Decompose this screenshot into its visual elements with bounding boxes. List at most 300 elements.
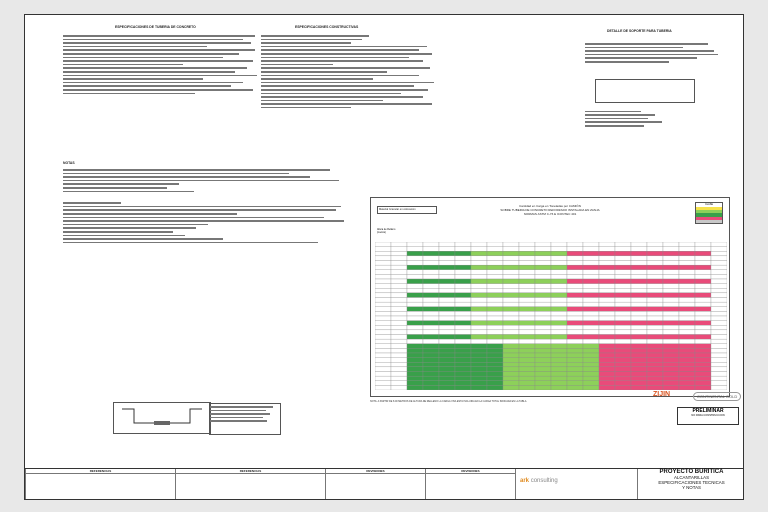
table-cell: [647, 251, 663, 256]
table-cell: [551, 302, 567, 307]
table-cell: [599, 381, 615, 386]
table-cell: [407, 381, 423, 386]
table-cell: [407, 274, 423, 279]
table-cell: [471, 279, 487, 284]
table-cell: [615, 376, 631, 381]
table-cell: [471, 274, 487, 279]
table-cell: [439, 311, 455, 316]
table-cell: [711, 265, 727, 270]
table-cell: [391, 381, 407, 386]
table-cell: [487, 298, 503, 303]
table-cell: [679, 339, 695, 344]
table-cell: [679, 261, 695, 266]
table-cell: [535, 358, 551, 363]
table-cell: [423, 316, 439, 321]
table-cell: [375, 330, 391, 335]
table-cell: [407, 339, 423, 344]
table-cell: [375, 385, 391, 390]
table-cell: [407, 348, 423, 353]
side-label: Altura de Relleno (metros): [377, 228, 396, 234]
table-cell: [631, 367, 647, 372]
table-cell: [471, 256, 487, 261]
table-cell: [487, 353, 503, 358]
table-cell: [423, 307, 439, 312]
table-cell: [503, 274, 519, 279]
table-cell: [407, 265, 423, 270]
table-cell: [663, 385, 679, 390]
table-cell: [391, 330, 407, 335]
table-cell: [599, 311, 615, 316]
table-cell: [455, 270, 471, 275]
table-cell: [631, 284, 647, 289]
table-cell: [423, 385, 439, 390]
table-cell: [647, 367, 663, 372]
table-cell: [631, 372, 647, 377]
table-cell: [375, 261, 391, 266]
table-cell: [407, 367, 423, 372]
table-cell: [599, 284, 615, 289]
brand-logo: [520, 478, 558, 484]
table-cell: [471, 316, 487, 321]
table-cell: [615, 316, 631, 321]
table-cell: [407, 321, 423, 326]
table-cell: [391, 321, 407, 326]
table-cell: [679, 256, 695, 261]
table-cell: [583, 381, 599, 386]
table-cell: [551, 307, 567, 312]
table-cell: [647, 353, 663, 358]
table-cell: [455, 288, 471, 293]
mid-notes-heading: ESPECIFICACIONES CONSTRUCTIVAS: [295, 25, 359, 29]
table-cell: [391, 367, 407, 372]
table-cell: [423, 330, 439, 335]
table-cell: [647, 385, 663, 390]
table-cell: [679, 251, 695, 256]
table-cell: [663, 362, 679, 367]
table-cell: [711, 330, 727, 335]
table-cell: [535, 316, 551, 321]
table-cell: [535, 270, 551, 275]
table-cell: [471, 385, 487, 390]
table-cell: [647, 372, 663, 377]
table-cell: [551, 344, 567, 349]
table-cell: [711, 321, 727, 326]
table-cell: [471, 270, 487, 275]
table-cell: [695, 247, 711, 252]
pipe-detail-table: [209, 403, 281, 435]
table-cell: [391, 344, 407, 349]
table-cell: [423, 358, 439, 363]
table-cell: [487, 293, 503, 298]
table-cell: [663, 288, 679, 293]
table-cell: [535, 339, 551, 344]
table-cell: [423, 339, 439, 344]
table-cell: [551, 353, 567, 358]
table-cell: [679, 376, 695, 381]
table-cell: [615, 270, 631, 275]
table-cell: [695, 302, 711, 307]
table-cell: [663, 376, 679, 381]
table-cell: [503, 376, 519, 381]
table-cell: [551, 242, 567, 247]
table-cell: [407, 311, 423, 316]
table-cell: [439, 353, 455, 358]
table-cell: [631, 381, 647, 386]
table-cell: [567, 279, 583, 284]
table-cell: [695, 293, 711, 298]
drawing-sheet: [24, 14, 744, 500]
table-cell: [391, 288, 407, 293]
table-cell: [711, 316, 727, 321]
table-cell: [503, 381, 519, 386]
table-cell: [455, 274, 471, 279]
table-cell: [423, 265, 439, 270]
table-cell: [647, 261, 663, 266]
table-cell: [375, 288, 391, 293]
table-cell: [663, 242, 679, 247]
table-cell: [551, 372, 567, 377]
table-cell: [487, 302, 503, 307]
table-cell: [423, 256, 439, 261]
table-cell: [519, 381, 535, 386]
table-cell: [599, 307, 615, 312]
table-cell: [487, 316, 503, 321]
table-cell: [535, 284, 551, 289]
table-cell: [711, 288, 727, 293]
table-cell: [567, 288, 583, 293]
table-cell: [471, 261, 487, 266]
table-cell: [551, 381, 567, 386]
table-cell: [487, 307, 503, 312]
table-cell: [599, 256, 615, 261]
table-cell: [535, 325, 551, 330]
table-cell: [503, 325, 519, 330]
table-cell: [439, 288, 455, 293]
table-cell: [551, 339, 567, 344]
table-cell: [439, 307, 455, 312]
table-cell: [615, 274, 631, 279]
table-cell: [471, 353, 487, 358]
preliminar-stamp: [677, 407, 739, 425]
table-cell: [631, 376, 647, 381]
table-cell: [631, 325, 647, 330]
table-cell: [583, 385, 599, 390]
table-cell: [679, 279, 695, 284]
table-cell: [679, 358, 695, 363]
table-cell: [679, 307, 695, 312]
project-title: PROYECTO BURITICA: [659, 469, 724, 475]
table-cell: [391, 376, 407, 381]
table-cell: [423, 348, 439, 353]
table-cell: [599, 321, 615, 326]
table-cell: [711, 242, 727, 247]
table-cell: [439, 265, 455, 270]
table-cell: [583, 376, 599, 381]
table-cell: [455, 242, 471, 247]
table-cell: [711, 261, 727, 266]
table-cell: [615, 311, 631, 316]
table-cell: [647, 311, 663, 316]
title-block: [25, 468, 743, 499]
table-cell: [535, 261, 551, 266]
table-cell: [503, 367, 519, 372]
table-cell: [439, 358, 455, 363]
table-cell: [583, 270, 599, 275]
table-cell: [583, 251, 599, 256]
table-cell: [583, 321, 599, 326]
table-cell: [631, 265, 647, 270]
table-cell: [423, 274, 439, 279]
table-cell: [503, 330, 519, 335]
table-cell: [615, 362, 631, 367]
table-cell: [695, 311, 711, 316]
table-cell: [519, 251, 535, 256]
table-cell: [647, 302, 663, 307]
table-cell: [599, 367, 615, 372]
table-cell: [631, 335, 647, 340]
table-cell: [423, 279, 439, 284]
table-cell: [583, 344, 599, 349]
table-cell: [487, 251, 503, 256]
table-cell: [535, 265, 551, 270]
table-legend: [695, 202, 723, 224]
table-cell: [663, 321, 679, 326]
table-cell: [631, 321, 647, 326]
table-cell: [407, 279, 423, 284]
table-cell: [503, 256, 519, 261]
table-cell: [695, 307, 711, 312]
table-cell: [391, 358, 407, 363]
table-grid: [375, 242, 727, 390]
preliminar-title: PRELIMINAR: [692, 408, 724, 414]
table-cell: [679, 372, 695, 377]
table-cell: [487, 242, 503, 247]
table-cell: [551, 385, 567, 390]
table-cell: [423, 353, 439, 358]
table-cell: [455, 298, 471, 303]
table-cell: [567, 372, 583, 377]
table-cell: [471, 288, 487, 293]
table-cell: [455, 302, 471, 307]
table-cell: [663, 316, 679, 321]
drawing-title-2: ESPECIFICACIONES TECNICAS: [658, 480, 725, 485]
table-cell: [439, 293, 455, 298]
table-cell: [647, 274, 663, 279]
table-cell: [455, 339, 471, 344]
table-cell: [503, 344, 519, 349]
table-cell: [615, 339, 631, 344]
table-cell: [695, 376, 711, 381]
table-cell: [551, 247, 567, 252]
table-cell: [423, 284, 439, 289]
table-cell: [391, 302, 407, 307]
table-cell: [407, 372, 423, 377]
revisiones-label: REVISIONES: [326, 469, 425, 474]
table-cell: [567, 284, 583, 289]
table-cell: [647, 325, 663, 330]
table-cell: [439, 256, 455, 261]
table-cell: [615, 293, 631, 298]
table-cell: [567, 242, 583, 247]
table-cell: [535, 251, 551, 256]
table-cell: [647, 358, 663, 363]
brand-cell: [515, 469, 637, 499]
table-cell: [583, 353, 599, 358]
table-cell: [583, 293, 599, 298]
table-cell: [375, 353, 391, 358]
table-cell: [487, 344, 503, 349]
table-cell: [583, 265, 599, 270]
referencias-label-2: REFERENCIAS: [176, 469, 325, 474]
table-cell: [391, 270, 407, 275]
table-cell: [519, 284, 535, 289]
table-cell: [631, 279, 647, 284]
table-cell: [679, 330, 695, 335]
table-cell: [679, 381, 695, 386]
table-cell: [391, 284, 407, 289]
table-cell: [695, 270, 711, 275]
table-cell: [503, 284, 519, 289]
table-cell: [599, 372, 615, 377]
table-cell: [391, 265, 407, 270]
table-title-1: Cantidad en Carga en Toneladas por CAMIÓN: [519, 204, 581, 208]
table-cell: [503, 372, 519, 377]
table-cell: [487, 261, 503, 266]
table-cell: [535, 381, 551, 386]
table-cell: [519, 344, 535, 349]
table-cell: [711, 298, 727, 303]
table-cell: [631, 358, 647, 363]
table-cell: [711, 307, 727, 312]
table-cell: [663, 344, 679, 349]
table-cell: [695, 348, 711, 353]
table-cell: [519, 274, 535, 279]
referencias-cell: [25, 469, 175, 499]
table-cell: [503, 348, 519, 353]
table-cell: [455, 385, 471, 390]
table-cell: [439, 302, 455, 307]
table-cell: [471, 293, 487, 298]
table-cell: [695, 279, 711, 284]
table-cell: [407, 302, 423, 307]
table-cell: [487, 362, 503, 367]
table-cell: [599, 325, 615, 330]
table-cell: [407, 261, 423, 266]
table-cell: [375, 367, 391, 372]
table-cell: [631, 311, 647, 316]
table-cell: [647, 307, 663, 312]
table-cell: [679, 325, 695, 330]
table-cell: [375, 256, 391, 261]
table-cell: [423, 311, 439, 316]
table-cell: [503, 362, 519, 367]
table-cell: [519, 311, 535, 316]
table-cell: [679, 335, 695, 340]
table-cell: [535, 385, 551, 390]
table-cell: [471, 376, 487, 381]
table-cell: [599, 265, 615, 270]
table-cell: [535, 279, 551, 284]
table-cell: [407, 362, 423, 367]
table-cell: [599, 362, 615, 367]
table-cell: [535, 311, 551, 316]
referencias-cell-2: [175, 469, 325, 499]
table-cell: [551, 330, 567, 335]
table-cell: [647, 242, 663, 247]
table-cell: [519, 270, 535, 275]
table-cell: [519, 293, 535, 298]
table-cell: [391, 293, 407, 298]
table-cell: [503, 335, 519, 340]
table-cell: [567, 335, 583, 340]
table-cell: [487, 256, 503, 261]
table-cell: [663, 256, 679, 261]
table-cell: [663, 372, 679, 377]
table-cell: [487, 265, 503, 270]
table-cell: [407, 293, 423, 298]
table-cell: [455, 284, 471, 289]
table-cell: [647, 284, 663, 289]
table-cell: [455, 358, 471, 363]
table-cell: [439, 325, 455, 330]
table-cell: [519, 265, 535, 270]
table-cell: [439, 284, 455, 289]
table-cell: [631, 316, 647, 321]
table-cell: [487, 358, 503, 363]
table-cell: [647, 381, 663, 386]
table-cell: [599, 385, 615, 390]
table-cell: [407, 325, 423, 330]
table-cell: [583, 348, 599, 353]
table-cell: [471, 302, 487, 307]
table-cell: [439, 330, 455, 335]
table-cell: [695, 381, 711, 386]
table-cell: [631, 307, 647, 312]
table-cell: [567, 362, 583, 367]
table-cell: [535, 372, 551, 377]
table-cell: [487, 381, 503, 386]
table-cell: [503, 321, 519, 326]
table-cell: [567, 261, 583, 266]
mid-notes-block: [261, 33, 441, 133]
table-cell: [599, 293, 615, 298]
table-cell: [487, 348, 503, 353]
table-cell: [487, 311, 503, 316]
table-cell: [375, 247, 391, 252]
table-cell: [695, 298, 711, 303]
table-cell: [647, 316, 663, 321]
table-cell: [663, 302, 679, 307]
table-cell: [455, 265, 471, 270]
table-cell: [567, 358, 583, 363]
table-cell: [647, 247, 663, 252]
table-cell: [487, 288, 503, 293]
table-cell: [375, 372, 391, 377]
table-cell: [551, 362, 567, 367]
table-cell: [711, 279, 727, 284]
table-cell: [711, 362, 727, 367]
table-cell: [439, 376, 455, 381]
table-cell: [375, 362, 391, 367]
table-cell: [599, 288, 615, 293]
table-cell: [519, 335, 535, 340]
referencias-label: REFERENCIAS: [26, 469, 175, 474]
preliminar-subtitle: NO PARA CONSTRUCCION: [691, 414, 725, 417]
table-cell: [455, 279, 471, 284]
right-notes-heading: DETALLE DE SOPORTE PARA TUBERIA: [607, 29, 672, 33]
table-cell: [535, 376, 551, 381]
table-cell: [663, 247, 679, 252]
